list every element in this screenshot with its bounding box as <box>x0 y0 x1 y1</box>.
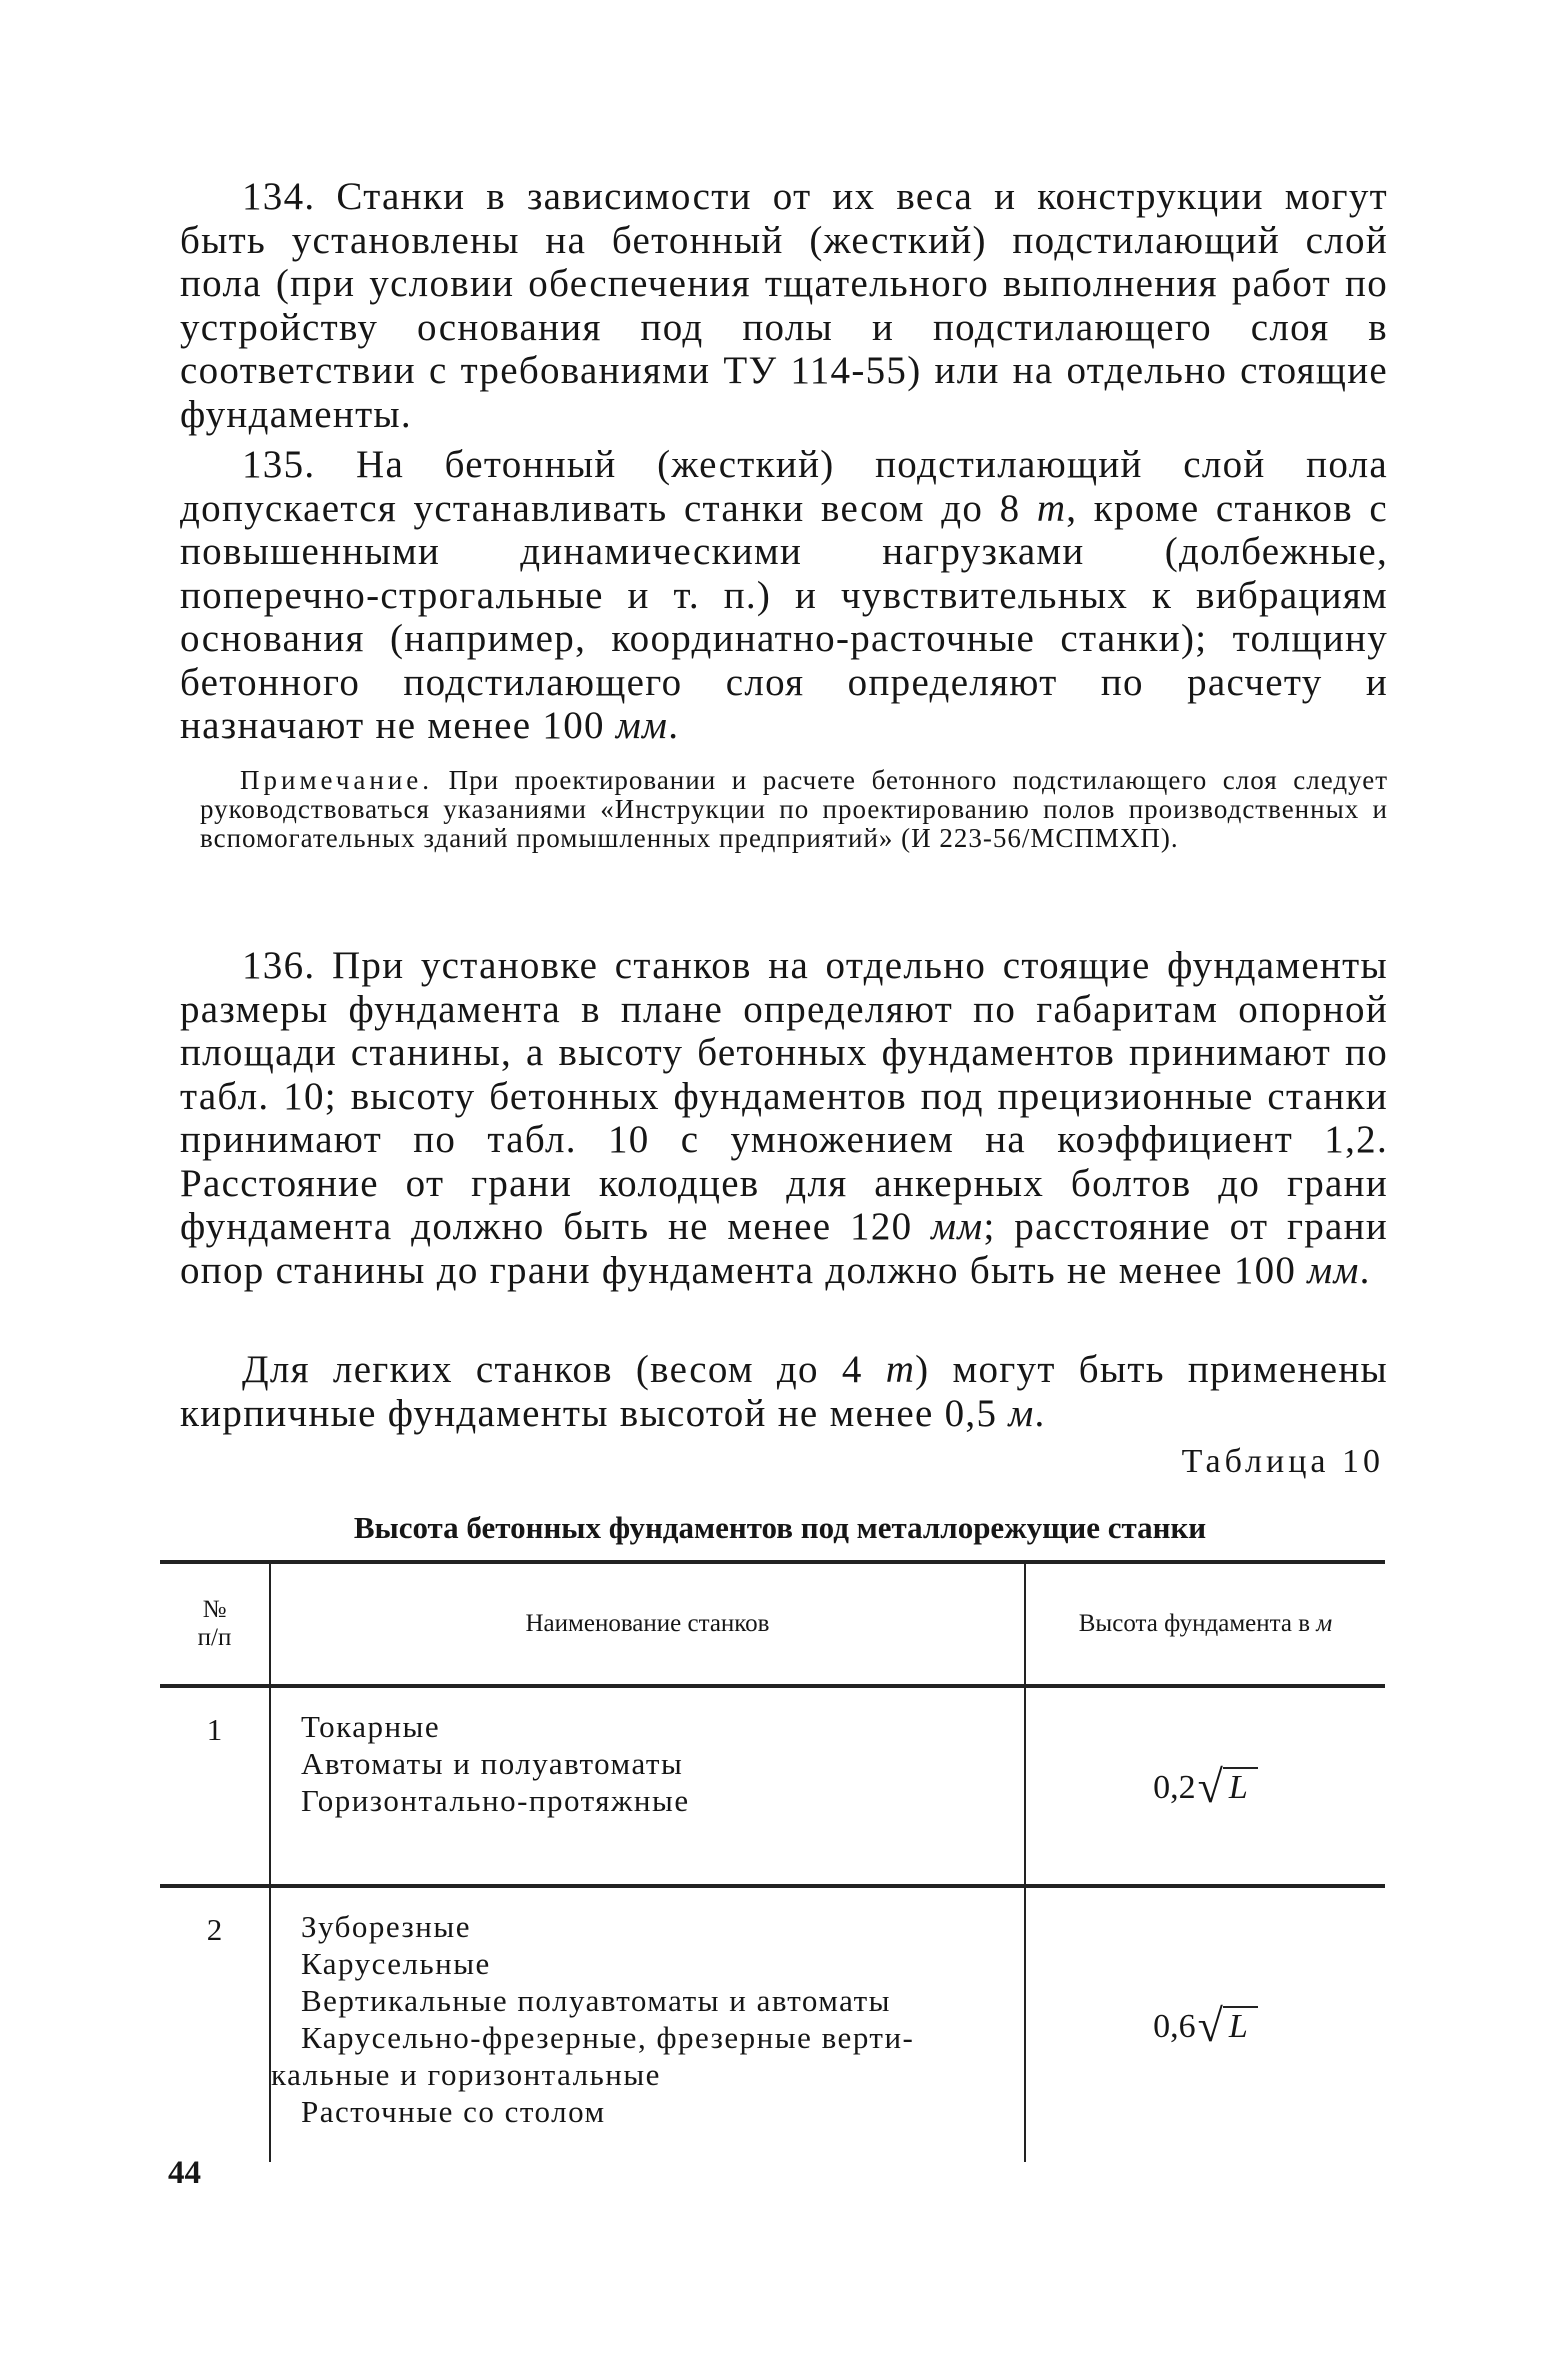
row-machine-names <box>270 1686 1025 1886</box>
header-foundation-height: Высота фундамента в м <box>1025 1562 1385 1686</box>
height-formula: 0,2√ L <box>1025 1686 1385 1886</box>
note-label: Примечание. <box>240 765 434 795</box>
table-header-row <box>160 1562 1385 1686</box>
machine-name: Карусельно-фрезерные, фрезерные верти- <box>301 2020 915 2055</box>
paragraph-134: 134. Станки в зависимости от их веса и конструкции могут быть установлены на бетонный (жесткий) подстилающий слой пола (при условии обеспечения тщательного выполнения работ по устройству основания под полы и подстилающего слоя в соответствии с требованиями ТУ 114-55) или на отдельно стоящие фундаменты. <box>180 175 1388 436</box>
paragraph-135: 135. На бетонный (жесткий) подстилающий слой пола допускается устанавливать станки весом до 8 т, кроме станков с повышенными динамическими нагрузками (долбежные, поперечно-строгальные и т. п.) и чувствительных к вибрациям основания (например, координатно-расточные станки); толщину бетонного подстилающего слоя определяют по расчету и назначают не менее 100 мм. <box>180 443 1388 747</box>
square-root-symbol: √ L <box>1196 1999 1258 2052</box>
table-row <box>160 1886 1385 2162</box>
note: Примечание. При проектировании и расчете бетонного подстилающего слоя следует руководствоваться указаниями «Инструкции по проектированию полов производственных и вспомогательных зданий промышленных предприятий» (И 223-56/МСПМХП). <box>200 765 1388 853</box>
table-title: Высота бетонных фундаментов под металлорежущие станки <box>353 1510 1207 1545</box>
page-number: 44 <box>168 2155 201 2191</box>
height-formula: 0,6√ L <box>1025 1886 1385 2162</box>
machine-name: Зуборезные <box>301 1909 471 1944</box>
header-number: № п/п <box>160 1562 270 1686</box>
machine-name: кальные и горизонтальные <box>271 2057 661 2092</box>
machine-name: Вертикальные полуавтоматы и автоматы <box>301 1983 891 2018</box>
paragraph-light-machines: Для легких станков (весом до 4 т) могут быть применены кирпичные фундаменты высотой не менее 0,5 м. <box>180 1348 1389 1435</box>
square-root-symbol: √ L <box>1196 1760 1258 1813</box>
table-caption: Таблица 10 <box>1181 1443 1384 1480</box>
row-number: 1 <box>160 1686 270 1886</box>
machine-name: Горизонтально-протяжные <box>301 1783 690 1818</box>
machine-name: Расточные со столом <box>301 2094 606 2129</box>
header-machine-name: Наименование станков <box>270 1562 1025 1686</box>
table-row <box>160 1686 1385 1886</box>
paragraph-136: 136. При установке станков на отдельно стоящие фундаменты размеры фундамента в плане определяют по габаритам опорной площади станины, а высоту бетонных фундаментов принимают по табл. 10; высоту бетонных фундаментов под прецизионные станки принимают по табл. 10 с умножением на коэффициент 1,2. Расстояние от грани колодцев для анкерных болтов до грани фундамента должно быть не менее 120 мм; расстояние от грани опор станины до грани фундамента должно быть не менее 100 мм. <box>180 944 1388 1292</box>
machine-name: Токарные <box>301 1709 441 1744</box>
machine-name: Автоматы и полуавтоматы <box>301 1746 684 1781</box>
foundation-height-table <box>160 1560 1385 2162</box>
row-machine-names <box>270 1886 1025 2162</box>
machine-name: Карусельные <box>301 1946 491 1981</box>
row-number: 2 <box>160 1886 270 2162</box>
